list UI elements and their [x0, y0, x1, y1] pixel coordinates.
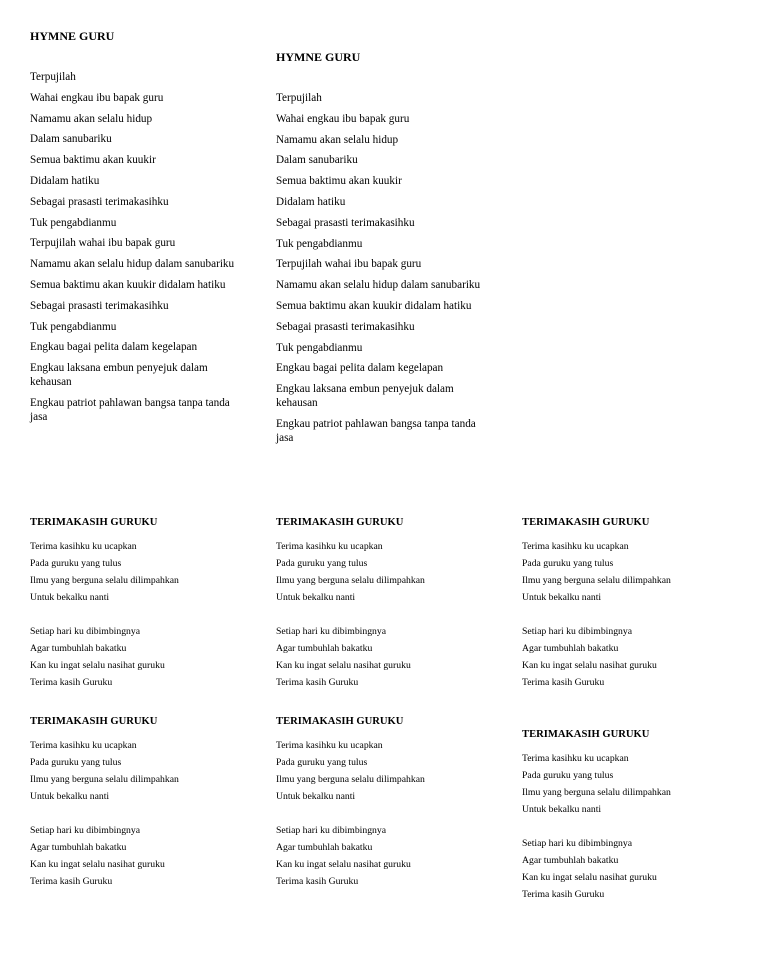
- lyric-line: Setiap hari ku dibimbingnya: [522, 838, 633, 849]
- lyric-line: Wahai engkau ibu bapak guru: [276, 112, 410, 125]
- terimakasih-guruku-block-6: [522, 729, 752, 906]
- lyric-line: Terima kasih Guruku: [276, 876, 359, 887]
- lyric-line: Terima kasih Guruku: [522, 677, 605, 688]
- lyric-line: Terpujilah: [30, 71, 76, 83]
- terimakasih-guruku-block-3: [522, 517, 752, 694]
- lyric-line: Setiap hari ku dibimbingnya: [276, 825, 387, 836]
- lyric-line: Namamu akan selalu hidup: [30, 112, 153, 125]
- lyric-line: Sebagai prasasti terimakasihku: [276, 320, 415, 333]
- lyric-line: Ilmu yang berguna selalu dilimpahkan: [30, 575, 179, 586]
- lyric-line: Setiap hari ku dibimbingnya: [30, 825, 141, 836]
- lyric-line: Kan ku ingat selalu nasihat guruku: [276, 859, 411, 870]
- lyric-line: Pada guruku yang tulus: [30, 558, 122, 569]
- song-title: TERIMAKASIH GURUKU: [522, 729, 650, 740]
- terimakasih-guruku-block-1: [30, 517, 260, 694]
- lyric-line: Tuk pengabdianmu: [30, 216, 117, 229]
- lyric-line: Pada guruku yang tulus: [276, 558, 368, 569]
- lyric-line: Semua baktimu akan kuukir: [30, 154, 156, 167]
- lyric-line: Sebagai prasasti terimakasihku: [30, 299, 169, 312]
- lyric-line: Tuk pengabdianmu: [30, 320, 117, 333]
- verse-gap: [522, 609, 752, 626]
- terimakasih-guruku-block-2: [276, 517, 506, 694]
- lyric-line: Pada guruku yang tulus: [522, 558, 614, 569]
- lyric-line: Ilmu yang berguna selalu dilimpahkan: [276, 575, 425, 586]
- song-title: TERIMAKASIH GURUKU: [30, 517, 158, 528]
- song-title: TERIMAKASIH GURUKU: [30, 716, 158, 727]
- lyric-line: Setiap hari ku dibimbingnya: [276, 626, 387, 637]
- lyric-line: Kan ku ingat selalu nasihat guruku: [30, 859, 165, 870]
- lyric-line: Ilmu yang berguna selalu dilimpahkan: [522, 575, 671, 586]
- song-title: HYMNE GURU: [276, 50, 361, 64]
- hymne-guru-block-2: [276, 50, 491, 452]
- lyric-line: Terpujilah: [276, 92, 322, 104]
- lyric-line: Ilmu yang berguna selalu dilimpahkan: [522, 787, 671, 798]
- lyric-line: Terima kasih Guruku: [276, 677, 359, 688]
- lyric-line: Terima kasih Guruku: [30, 677, 113, 688]
- lyric-line: Tuk pengabdianmu: [276, 341, 363, 354]
- lyric-line: Terima kasihku ku ucapkan: [276, 740, 383, 751]
- lyric-line: Wahai engkau ibu bapak guru: [30, 91, 164, 104]
- lyric-line: Sebagai prasasti terimakasihku: [30, 195, 169, 208]
- lyric-line: Untuk bekalku nanti: [276, 592, 356, 603]
- lyric-line: Setiap hari ku dibimbingnya: [30, 626, 141, 637]
- lyric-line: Kan ku ingat selalu nasihat guruku: [522, 872, 657, 883]
- lyric-line: Engkau patriot pahlawan bangsa tanpa tanda jasa: [30, 396, 230, 423]
- lyric-line: Didalam hatiku: [30, 174, 100, 187]
- lyric-line: Untuk bekalku nanti: [276, 791, 356, 802]
- verse-gap: [522, 821, 752, 838]
- lyric-line: Untuk bekalku nanti: [30, 791, 110, 802]
- lyric-line: Untuk bekalku nanti: [30, 592, 110, 603]
- lyric-line: Engkau laksana embun penyejuk dalam kehausan: [30, 362, 208, 389]
- terimakasih-guruku-block-4: [30, 716, 260, 893]
- verse-gap: [30, 808, 260, 825]
- lyric-line: Pada guruku yang tulus: [30, 757, 122, 768]
- lyric-line: Semua baktimu akan kuukir: [276, 175, 402, 188]
- lyric-line: Agar tumbuhlah bakatku: [522, 643, 619, 654]
- song-title: TERIMAKASIH GURUKU: [276, 716, 404, 727]
- verse-gap: [276, 808, 506, 825]
- lyric-line: Namamu akan selalu hidup dalam sanubariku: [276, 279, 481, 292]
- lyric-line: Agar tumbuhlah bakatku: [276, 643, 373, 654]
- lyric-line: Namamu akan selalu hidup dalam sanubariku: [30, 258, 235, 271]
- terimakasih-guruku-block-5: [276, 716, 506, 893]
- lyric-line: Kan ku ingat selalu nasihat guruku: [30, 660, 165, 671]
- lyric-line: Agar tumbuhlah bakatku: [30, 842, 127, 853]
- lyric-line: Untuk bekalku nanti: [522, 592, 602, 603]
- lyric-line: Agar tumbuhlah bakatku: [522, 855, 619, 866]
- lyric-line: Terima kasih Guruku: [30, 876, 113, 887]
- lyric-line: Setiap hari ku dibimbingnya: [522, 626, 633, 637]
- lyric-line: Dalam sanubariku: [276, 154, 358, 167]
- lyric-line: Untuk bekalku nanti: [522, 804, 602, 815]
- lyric-line: Pada guruku yang tulus: [522, 770, 614, 781]
- lyric-line: Dalam sanubariku: [30, 133, 112, 146]
- lyric-line: Engkau bagai pelita dalam kegelapan: [30, 341, 198, 354]
- verse-gap: [276, 609, 506, 626]
- lyric-line: Kan ku ingat selalu nasihat guruku: [522, 660, 657, 671]
- lyric-line: Terpujilah wahai ibu bapak guru: [30, 237, 176, 250]
- lyric-line: Terima kasihku ku ucapkan: [30, 541, 137, 552]
- lyric-line: Pada guruku yang tulus: [276, 757, 368, 768]
- lyric-line: Terpujilah wahai ibu bapak guru: [276, 258, 422, 271]
- song-title: HYMNE GURU: [30, 29, 115, 43]
- lyric-line: Engkau bagai pelita dalam kegelapan: [276, 362, 444, 375]
- lyric-line: Didalam hatiku: [276, 195, 346, 208]
- verse-gap: [30, 609, 260, 626]
- lyric-line: Kan ku ingat selalu nasihat guruku: [276, 660, 411, 671]
- lyric-line: Terima kasihku ku ucapkan: [522, 541, 629, 552]
- lyric-line: Tuk pengabdianmu: [276, 237, 363, 250]
- lyric-line: Sebagai prasasti terimakasihku: [276, 216, 415, 229]
- hymne-guru-block-1: [30, 29, 245, 431]
- lyric-line: Namamu akan selalu hidup: [276, 133, 399, 146]
- lyric-line: Terima kasihku ku ucapkan: [522, 753, 629, 764]
- lyric-line: Agar tumbuhlah bakatku: [30, 643, 127, 654]
- song-title: TERIMAKASIH GURUKU: [276, 517, 404, 528]
- lyric-line: Semua baktimu akan kuukir didalam hatiku: [276, 299, 472, 312]
- lyric-line: Ilmu yang berguna selalu dilimpahkan: [276, 774, 425, 785]
- lyric-line: Terima kasihku ku ucapkan: [276, 541, 383, 552]
- lyric-line: Ilmu yang berguna selalu dilimpahkan: [30, 774, 179, 785]
- song-title: TERIMAKASIH GURUKU: [522, 517, 650, 528]
- lyric-line: Semua baktimu akan kuukir didalam hatiku: [30, 278, 226, 291]
- lyric-line: Agar tumbuhlah bakatku: [276, 842, 373, 853]
- lyric-line: Terima kasih Guruku: [522, 889, 605, 900]
- lyric-line: Engkau laksana embun penyejuk dalam kehausan: [276, 383, 454, 410]
- lyric-line: Terima kasihku ku ucapkan: [30, 740, 137, 751]
- lyric-line: Engkau patriot pahlawan bangsa tanpa tanda jasa: [276, 417, 476, 444]
